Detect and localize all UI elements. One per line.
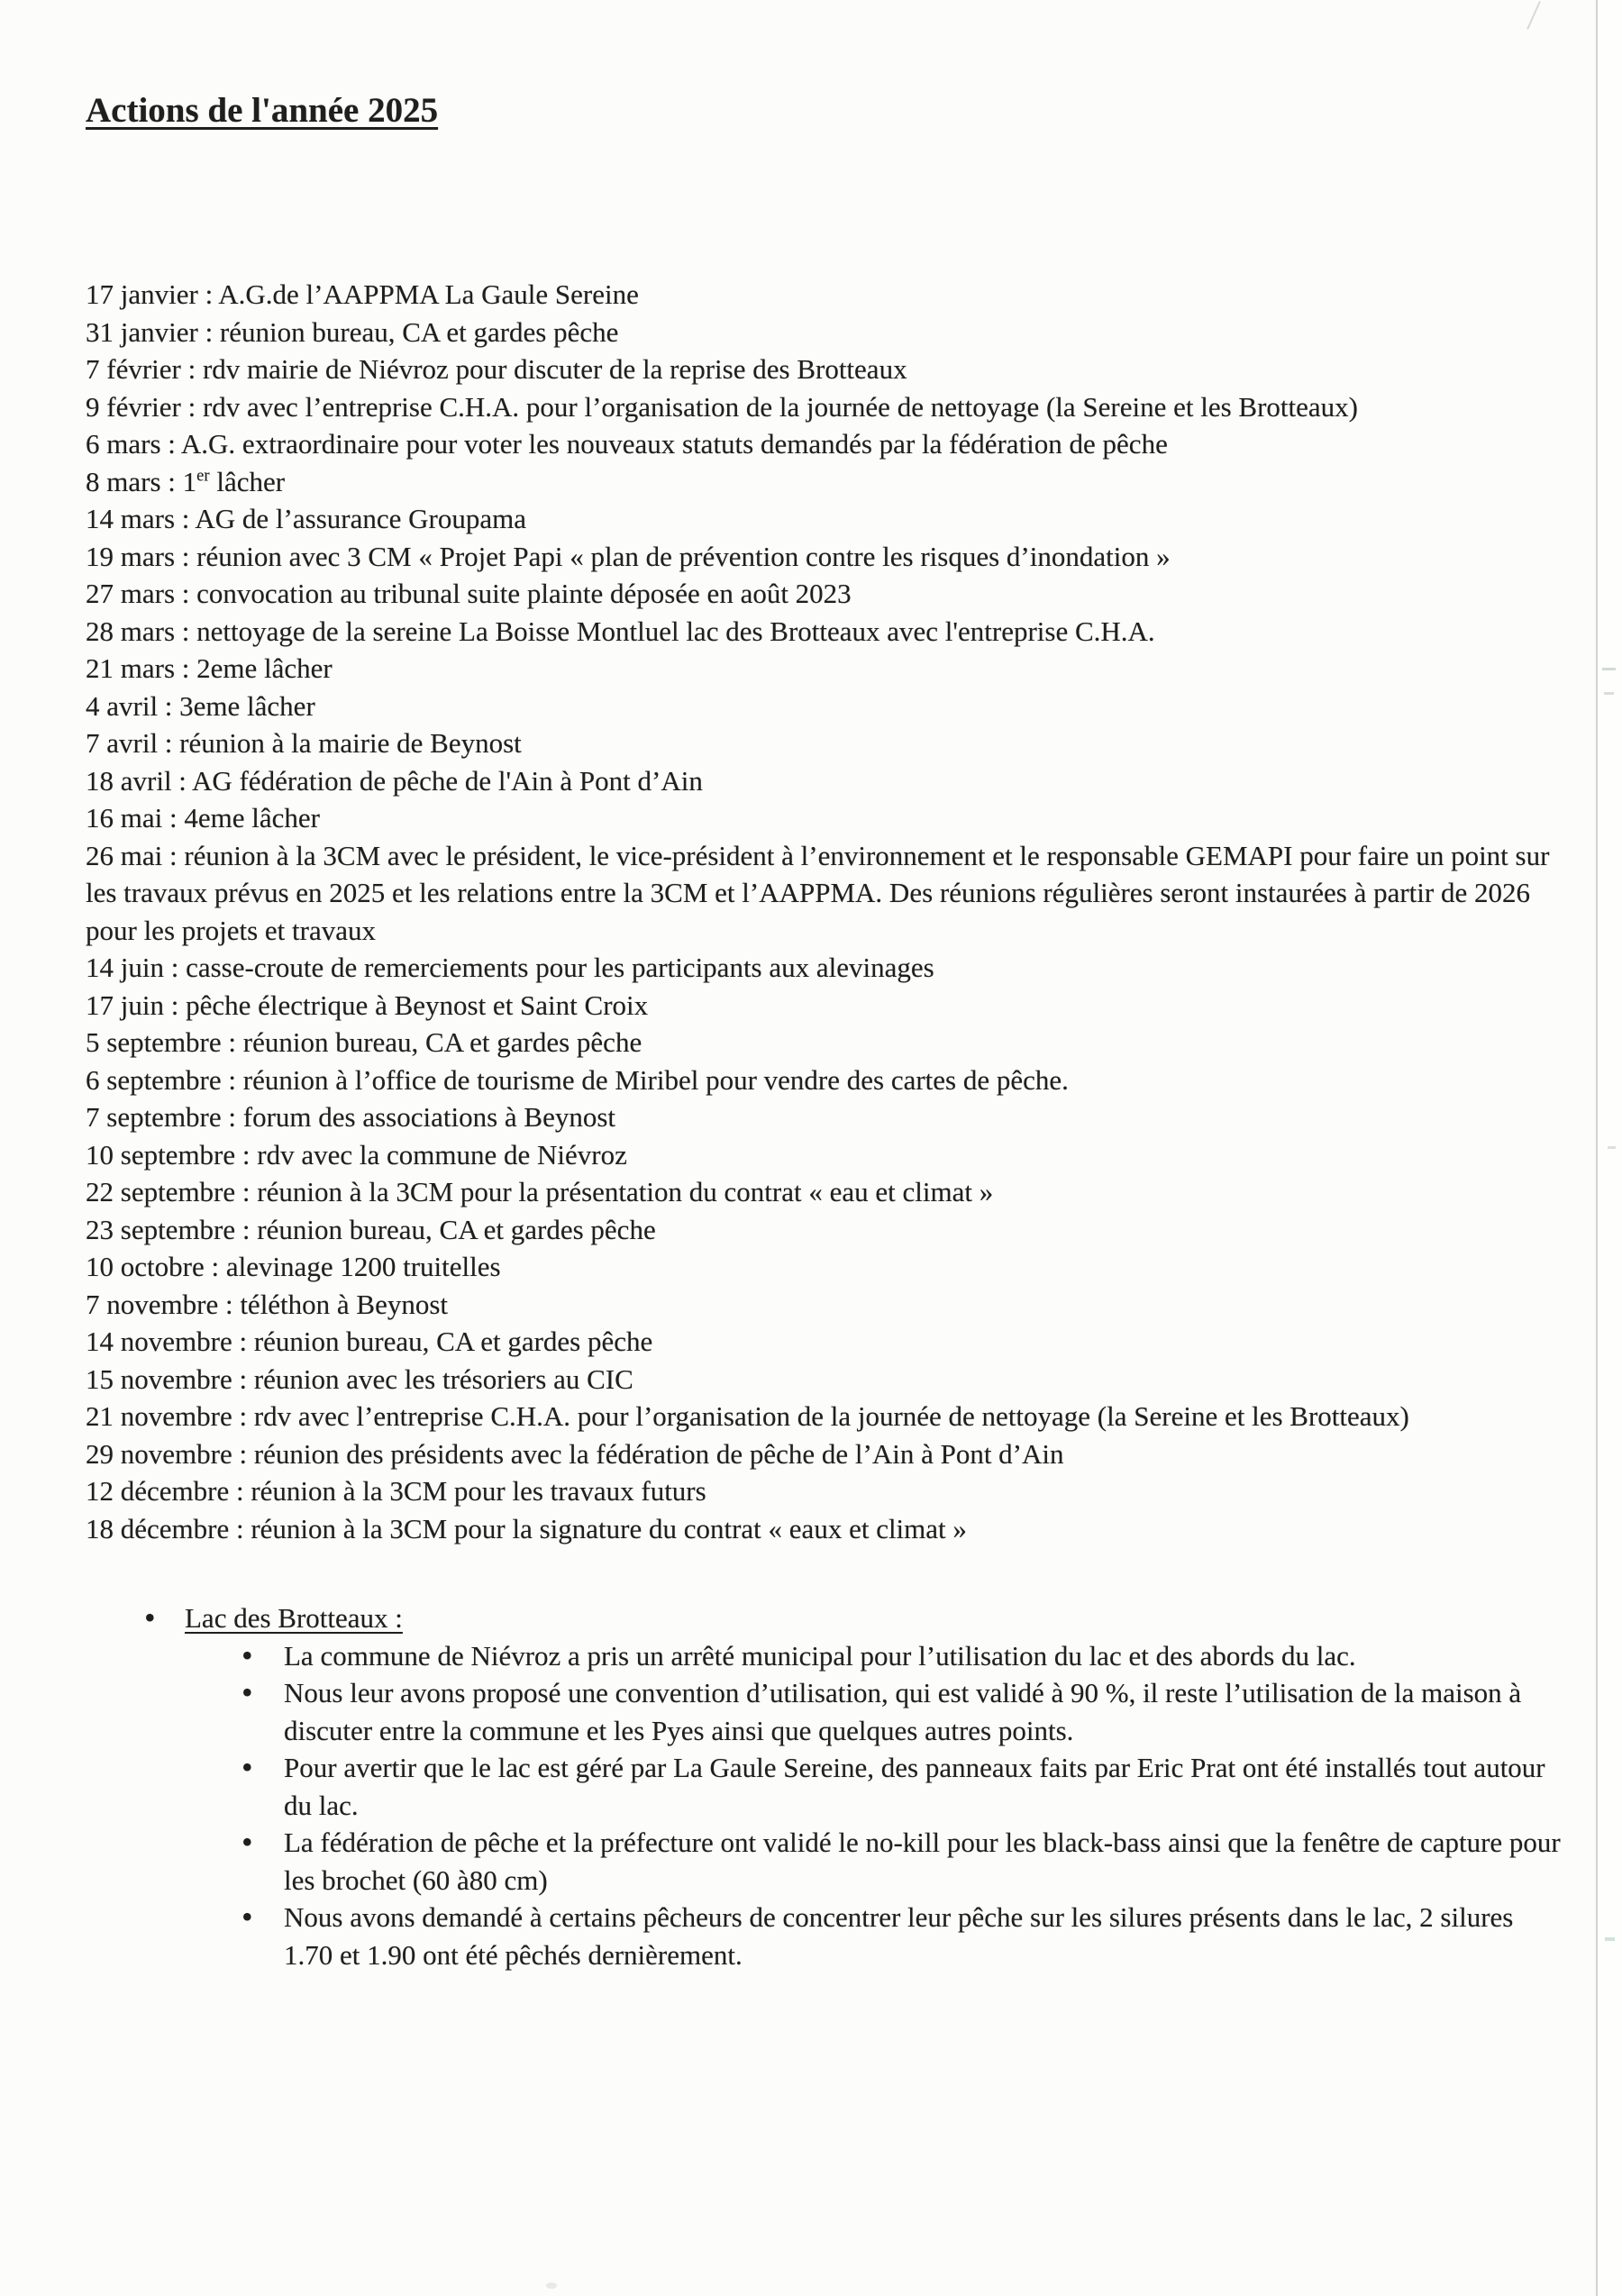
event-item: 8 mars : 1er lâcher — [86, 465, 286, 497]
bullet-item-text: Nous leur avons proposé une convention d’utilisation, qui est validé à 90 %, il reste l’utilisation de la maison à discuter entre la commune et les Pyes ainsi que quelques autres points. — [284, 1677, 1522, 1746]
scan-artifact-smudge — [546, 2282, 557, 2289]
event-item: 28 mars : nettoyage de la sereine La Boisse Montluel lac des Brotteaux avec l'entreprise C.H.A. — [86, 615, 1155, 647]
event-item: 26 mai : réunion à la 3CM avec le président, le vice-président à l’environnement et le responsable GEMAPI pour faire un point sur les travaux prévus en 2025 et les relations entre la 3CM et l’AAPPMA. Des réunions régulières seront instaurées à partir de 2026 pour les projets et travaux — [86, 839, 1550, 946]
scan-artifact-mark — [1608, 1146, 1616, 1149]
event-item: 14 novembre : réunion bureau, CA et gardes pêche — [86, 1326, 653, 1357]
event-item: 27 mars : convocation au tribunal suite plainte déposée en août 2023 — [86, 578, 852, 609]
section-heading-row — [144, 1599, 1622, 1637]
event-item: 14 mars : AG de l’assurance Groupama — [86, 503, 526, 534]
event-item: 7 février : rdv mairie de Niévroz pour discuter de la reprise des Brotteaux — [86, 353, 907, 385]
event-item: 22 septembre : réunion à la 3CM pour la présentation du contrat « eau et climat » — [86, 1176, 994, 1207]
bullet-item — [241, 1674, 1622, 1749]
page-title: Actions de l'année 2025 — [86, 91, 439, 130]
scan-artifact-mark — [1604, 692, 1614, 695]
event-item: 15 novembre : réunion avec les trésoriers au CIC — [86, 1362, 633, 1395]
event-item: 18 avril : AG fédération de pêche de l'Ain à Pont d’Ain — [86, 764, 703, 797]
bullet-item — [241, 1899, 1622, 1973]
event-item: 14 juin : casse-croute de remerciements pour les participants aux alevinages — [86, 952, 934, 983]
bullet-item — [241, 1824, 1622, 1899]
event-item: 17 janvier : A.G.de l’AAPPMA La Gaule Sereine — [86, 278, 639, 310]
event-item: 23 septembre : réunion bureau, CA et gardes pêche — [86, 1213, 656, 1245]
event-item: 10 septembre : rdv avec la commune de Niévroz — [86, 1138, 627, 1171]
bullet-item-text: La fédération de pêche et la préfecture ont validé le no-kill pour les black-bass ainsi que la fenêtre de capture pour les brochet (60 à80 cm) — [284, 1827, 1561, 1896]
event-item: 6 septembre : réunion à l’office de tourisme de Miribel pour vendre des cartes de pêche. — [86, 1063, 1069, 1096]
bullet-icon: • — [241, 1749, 253, 1785]
event-item: 31 janvier : réunion bureau, CA et gardes pêche — [86, 315, 619, 348]
bullet-item — [241, 1637, 1622, 1675]
event-item: 12 décembre : réunion à la 3CM pour les travaux futurs — [86, 1475, 706, 1507]
bullet-icon: • — [241, 1636, 253, 1673]
event-item: 4 avril : 3eme lâcher — [86, 689, 315, 722]
bullet-icon: • — [241, 1899, 253, 1935]
section-items — [144, 1637, 1622, 1974]
event-item: 7 septembre : forum des associations à Beynost — [86, 1101, 616, 1133]
bullet-item-text: Pour avertir que le lac est géré par La Gaule Sereine, des panneaux faits par Eric Prat ont été installés tout autour du lac. — [284, 1752, 1545, 1821]
scan-artifact-mark — [1602, 668, 1616, 670]
event-item: 5 septembre : réunion bureau, CA et gardes pêche — [86, 1026, 642, 1058]
section-lac-des-brotteaux — [144, 1599, 1622, 1973]
event-item: 21 mars : 2eme lâcher — [86, 652, 333, 684]
event-item: 9 février : rdv avec l’entreprise C.H.A. pour l’organisation de la journée de nettoyage (la Sereine et les Brotteaux) — [86, 390, 1358, 423]
event-item: 6 mars : A.G. extraordinaire pour voter les nouveaux statuts demandés par la fédération de pêche — [86, 428, 1168, 460]
bullet-icon: • — [241, 1824, 253, 1860]
bullet-item-text: La commune de Niévroz a pris un arrêté municipal pour l’utilisation du lac et des abords du lac. — [284, 1639, 1356, 1672]
bullet-icon: • — [144, 1599, 156, 1635]
event-item: 17 juin : pêche électrique à Beynost et Saint Croix — [86, 989, 649, 1021]
events-list — [86, 276, 1572, 1547]
event-item: 10 octobre : alevinage 1200 truitelles — [86, 1251, 501, 1282]
bullet-icon: • — [241, 1674, 253, 1710]
event-item: 16 mai : 4eme lâcher — [86, 802, 320, 834]
event-item: 29 novembre : réunion des présidents avec la fédération de pêche de l’Ain à Pont d’Ain — [86, 1437, 1064, 1470]
event-item: 19 mars : réunion avec 3 CM « Projet Papi « plan de prévention contre les risques d’inondation » — [86, 540, 1171, 572]
event-item: 7 novembre : téléthon à Beynost — [86, 1288, 449, 1320]
bullet-item — [241, 1749, 1622, 1824]
event-item: 7 avril : réunion à la mairie de Beynost — [86, 727, 522, 759]
bullet-item-text: Nous avons demandé à certains pêcheurs de concentrer leur pêche sur les silures présents dans le lac, 2 silures 1.70 et 1.90 ont été pêchés dernièrement. — [284, 1901, 1514, 1971]
event-item: 21 novembre : rdv avec l’entreprise C.H.A. pour l’organisation de la journée de nettoyage (la Sereine et les Brotteaux) — [86, 1400, 1409, 1432]
section-heading: Lac des Brotteaux : — [185, 1602, 403, 1634]
event-item: 18 décembre : réunion à la 3CM pour la signature du contrat « eaux et climat » — [86, 1512, 967, 1544]
